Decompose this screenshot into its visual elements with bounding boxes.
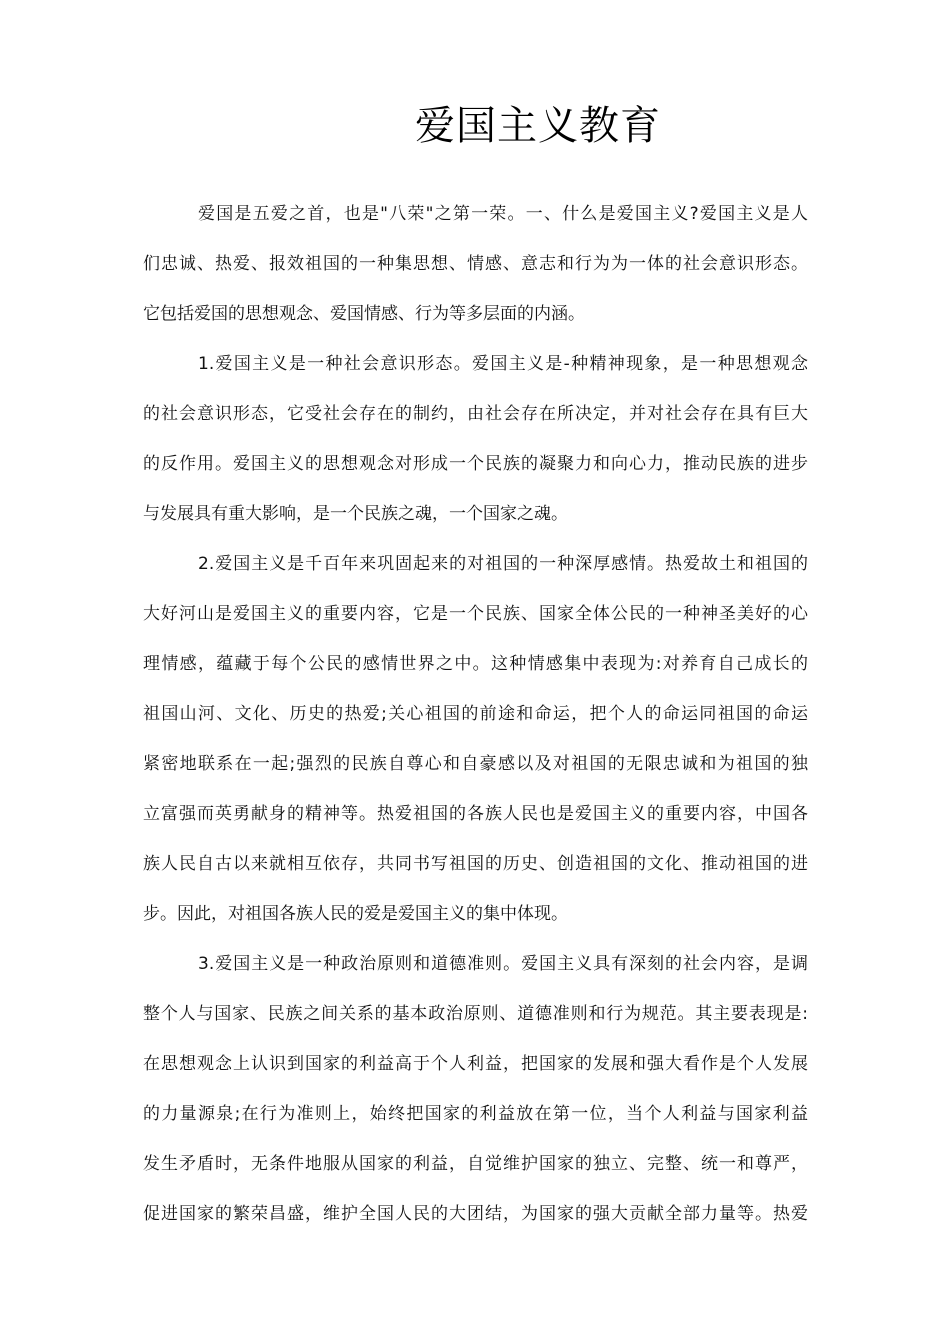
text-line: 与发展具有重大影响，是一个民族之魂，一个国家之魂。 (143, 504, 568, 524)
text-line: 整个人与国家、民族之间关系的基本政治原则、道德准则和行为规范。其主要表现是: (143, 1004, 808, 1024)
text-line: 立富强而英勇献身的精神等。热爱祖国的各族人民也是爱国主义的重要内容，中国各 (143, 804, 808, 824)
document-body (143, 196, 808, 1246)
text-line: 紧密地联系在一起;强烈的民族自尊心和自豪感以及对祖国的无限忠诚和为祖国的独 (143, 754, 808, 774)
text-line: 们忠诚、热爱、报效祖国的一种集思想、情感、意志和行为为一体的社会意识形态。 (143, 254, 808, 274)
text-line: 它包括爱国的思想观念、爱国情感、行为等多层面的内涵。 (143, 304, 585, 324)
text-line: 大好河山是爱国主义的重要内容，它是一个民族、国家全体公民的一种神圣美好的心 (143, 604, 808, 624)
text-line: 1.爱国主义是一种社会意识形态。爱国主义是-种精神现象，是一种思想观念 (198, 354, 808, 374)
text-line: 爱国是五爱之首，也是"八荣"之第一荣。一、什么是爱国主义?爱国主义是人 (198, 204, 808, 224)
text-line: 的反作用。爱国主义的思想观念对形成一个民族的凝聚力和向心力，推动民族的进步 (143, 454, 808, 474)
text-line: 发生矛盾时，无条件地服从国家的利益，自觉维护国家的独立、完整、统一和尊严， (143, 1154, 808, 1174)
text-line: 族人民自古以来就相互依存，共同书写祖国的历史、创造祖国的文化、推动祖国的进 (143, 854, 808, 874)
text-line: 的社会意识形态，它受社会存在的制约，由社会存在所决定，并对社会存在具有巨大 (143, 404, 808, 424)
text-line: 2.爱国主义是千百年来巩固起来的对祖国的一种深厚感情。热爱故土和祖国的 (198, 554, 808, 574)
text-line: 步。因此，对祖国各族人民的爱是爱国主义的集中体现。 (143, 904, 568, 924)
text-line: 理情感，蕴藏于每个公民的感情世界之中。这种情感集中表现为:对养育自己成长的 (143, 654, 808, 674)
text-line: 促进国家的繁荣昌盛，维护全国人民的大团结，为国家的强大贡献全部力量等。热爱 (143, 1204, 808, 1224)
document-title: 爱国主义教育 (415, 103, 661, 149)
text-line: 的力量源泉;在行为准则上，始终把国家的利益放在第一位，当个人利益与国家利益 (143, 1104, 808, 1124)
text-line: 祖国山河、文化、历史的热爱;关心祖国的前途和命运，把个人的命运同祖国的命运 (143, 704, 808, 724)
text-line: 3.爱国主义是一种政治原则和道德准则。爱国主义具有深刻的社会内容，是调 (198, 954, 808, 974)
text-line: 在思想观念上认识到国家的利益高于个人利益，把国家的发展和强大看作是个人发展 (143, 1054, 808, 1074)
